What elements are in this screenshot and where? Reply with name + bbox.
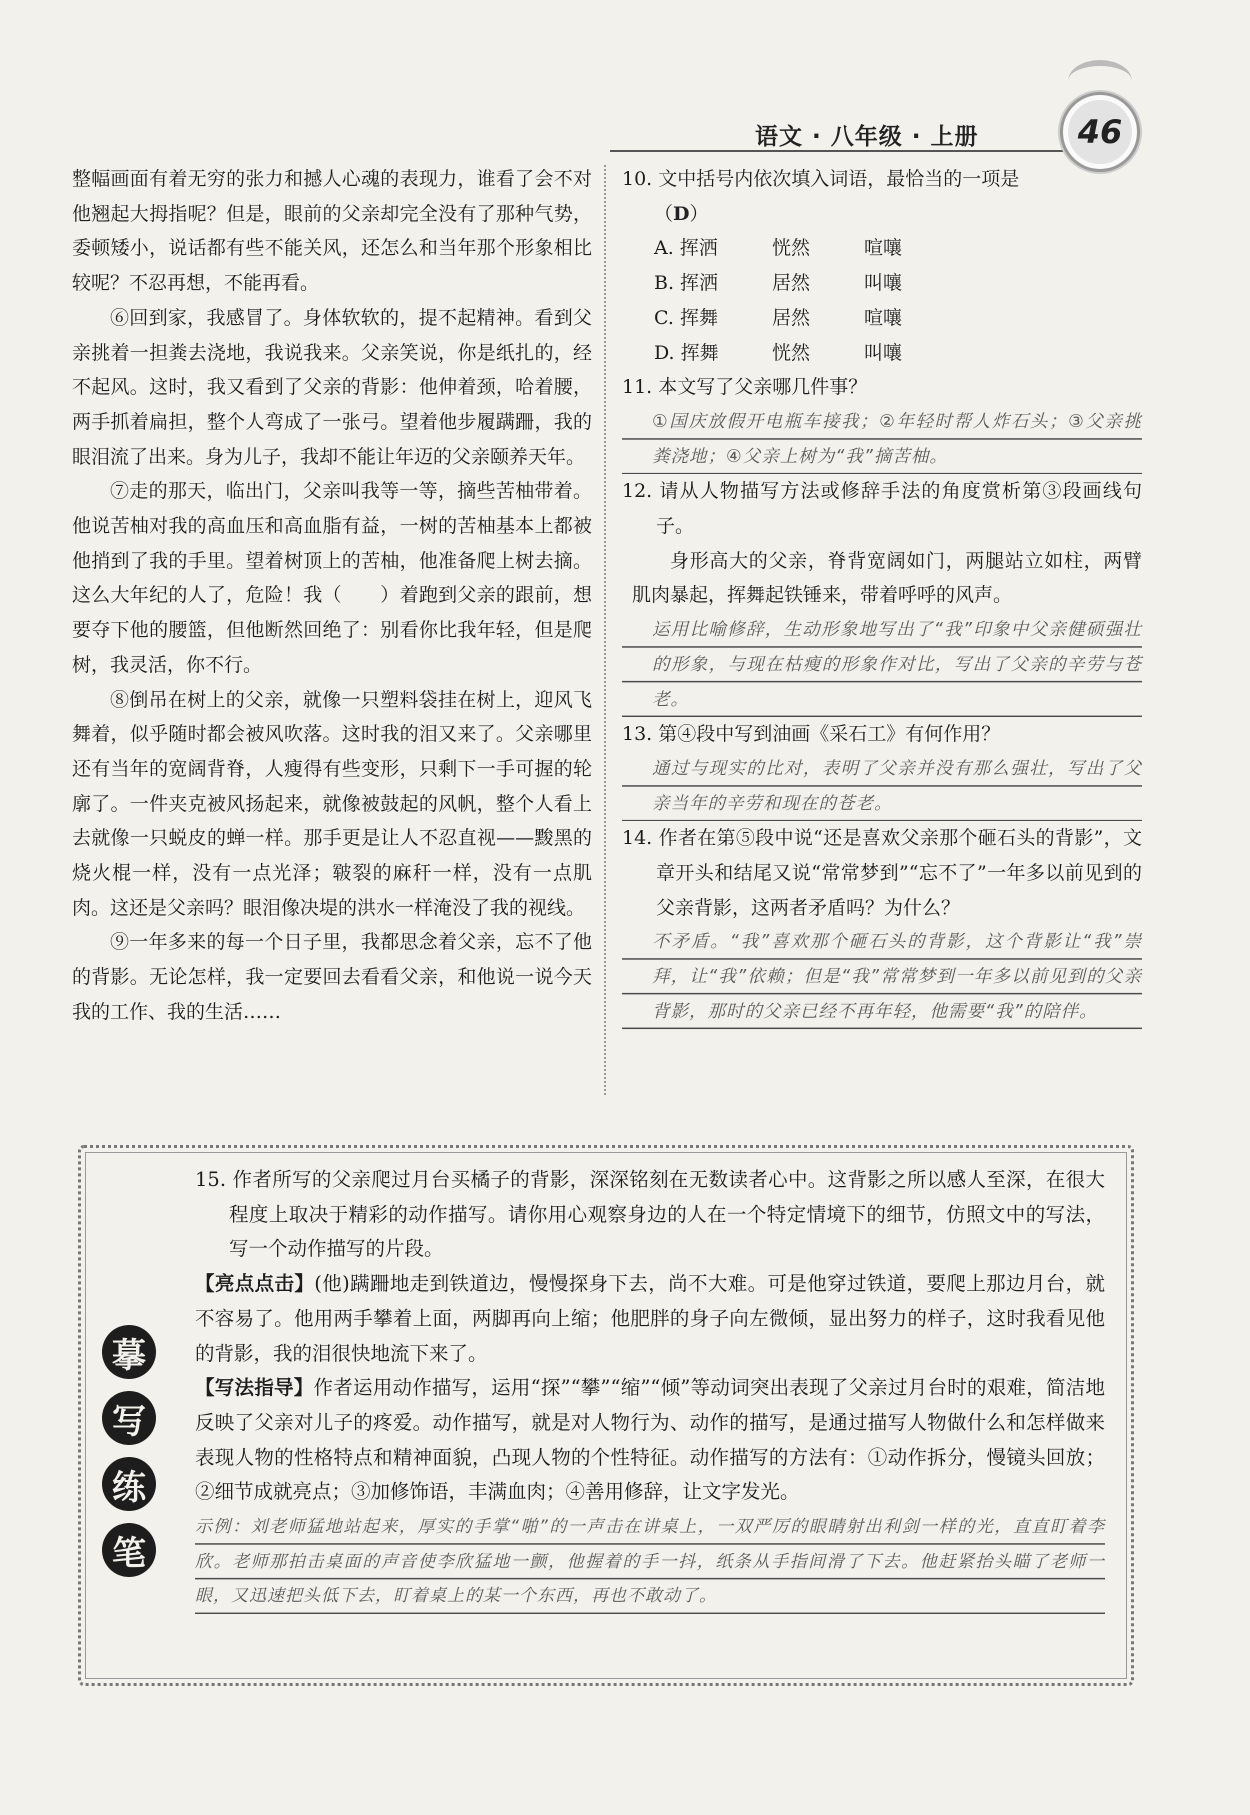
paragraph-8: ⑧倒吊在树上的父亲，就像一只塑料袋挂在树上，迎风飞舞着，似乎随时都会被风吹落。这时我的泪又来了。父亲哪里还有当年的宽阔背脊，人瘦得有些变形，只剩下一手可握的轮廓了。一件夹克被风扬起来，就像被鼓起的风帆，整个人看上去就像一只蜕皮的蝉一样。那手更是让人不忍直视——黢黑的烧火棍一样，没有一点光泽；皲裂的麻秆一样，没有一点肌肉。这还是父亲吗？眼泪像决堤的洪水一样淹没了我的视线。 [72,688,592,919]
question-10-answer [622,197,1142,232]
question-12-quote: 身形高大的父亲，脊背宽阔如门，两腿站立如柱，两臂肌肉暴起，挥舞起铁锤来，带着呼呼的风声。 [632,549,1142,607]
question-14-stem: 14. 作者在第⑤段中说“还是喜欢父亲那个砸石头的背影”，文章开头和结尾又说“常常梦到”“忘不了”一年多以前见到的父亲背影，这两者矛盾吗？为什么？ [622,827,1142,919]
writing-practice-seal [102,1325,164,1589]
column-divider [604,165,606,1095]
question-13-answer: 通过与现实的比对，表明了父亲并没有那么强壮，写出了父亲当年的辛劳和现在的苍老。 [622,752,1142,821]
guide-text: 作者运用动作描写，运用“探”“攀”“缩”“倾”等动词突出表现了父亲过月台时的艰难，简洁地反映了父亲对儿子的疼爱。动作描写，就是对人物行为、动作的描写，是通过描写人物做什么和怎样做来表现人物的性格特点和精神面貌，凸现人物的个性特征。动作描写的方法有：①动作拆分，慢镜头回放；②细节成就亮点；③加修饰语，丰满血肉；④善用修辞，让文字发光。 [195,1376,1105,1504]
paragraph-6: ⑥回到家，我感冒了。身体软软的，提不起精神。看到父亲挑着一担粪去浇地，我说我来。父亲笑说，你是纸扎的，经不起风。这时，我又看到了父亲的背影：他伸着颈，哈着腰，两手抓着扁担，整个人弯成了一张弓。望着他步履蹒跚，我的眼泪流了出来。身为儿子，我却不能让年迈的父亲颐养天年。 [72,306,592,468]
option-a: A. 挥洒 恍然 喧嚷 [654,237,903,260]
question-12-answer: 运用比喻修辞，生动形象地写出了“我”印象中父亲健硕强壮的形象，与现在枯瘦的形象作对比，写出了父亲的辛劳与苍老。 [622,613,1142,717]
right-column [622,162,1142,1030]
paragraph-7: ⑦走的那天，临出门，父亲叫我等一等，摘些苦柚带着。他说苦柚对我的高血压和高血脂有益，一树的苦柚基本上都被他捎到了我的手里。望着树顶上的苦柚，他准备爬上树去摘。这么大年纪的人了，危险！我（ ）着跑到父亲的跟前，想要夺下他的腰篮，但他断然回绝了：别看你比我年轻，但是爬树，我灵活，你不行。 [72,480,592,676]
seal-char-2: 写 [102,1391,156,1445]
option-d: D. 挥舞 恍然 叫嚷 [654,341,903,364]
answer-bracket-open: （ [654,202,674,225]
guide-section [195,1371,1105,1510]
option-c: C. 挥舞 居然 喧嚷 [654,306,903,329]
seal-char-4: 笔 [102,1523,156,1577]
practice-content [195,1163,1105,1614]
highlight-text: (他)蹒跚地走到铁道边，慢慢探身下去，尚不大难。可是他穿过铁道，要爬上那边月台，就不容易了。他用两手攀着上面，两脚再向上缩；他肥胖的身子向左微倾，显出努力的样子，这时我看见他的背影，我的泪很快地流下来了。 [195,1272,1105,1365]
highlight-tag: 【亮点点击】 [195,1272,315,1296]
left-column [72,162,592,1030]
question-15-stem: 15. 作者所写的父亲爬过月台买橘子的背影，深深铭刻在无数读者心中。这背影之所以感人至深，在很大程度上取决于精彩的动作描写。请你用心观察身边的人在一个特定情境下的细节，仿照文中的写法，写一个动作描写的片段。 [195,1168,1105,1261]
question-11-answer: ①国庆放假开电瓶车接我；②年轻时帮人炸石头；③父亲挑粪浇地；④父亲上树为“我”摘苦柚。 [622,405,1142,474]
question-12-stem: 12. 请从人物描写方法或修辞手法的角度赏析第③段画线句子。 [622,480,1142,538]
question-13-stem: 13. 第④段中写到油画《采石工》有何作用？ [622,723,1001,746]
header-rule [610,150,1065,152]
example-answer: 示例：刘老师猛地站起来，厚实的手掌“啪”的一声击在讲桌上，一双严厉的眼睛射出利剑一样的光，直直盯着李欣。老师那拍击桌面的声音使李欣猛地一颤，他握着的手一抖，纸条从手指间滑了下去。他赶紧抬头瞄了老师一眼，又迅速把头低下去，盯着桌上的某一个东西，再也不敢动了。 [195,1510,1105,1614]
highlight-section [195,1267,1105,1371]
question-14-answer: 不矛盾。“我”喜欢那个砸石头的背影，这个背影让“我”崇拜，让“我”依赖；但是“我”常常梦到一年多以前见到的父亲背影，那时的父亲已经不再年轻，他需要“我”的陪伴。 [622,925,1142,1029]
paragraph-continuation: 整幅画面有着无穷的张力和撼人心魂的表现力，谁看了会不对他翘起大拇指呢？但是，眼前的父亲却完全没有了那种气势，委顿矮小，说话都有些不能关风，还怎么和当年那个形象相比较呢？不忍再想，不能再看。 [72,168,592,295]
page-number-badge: 46 [1060,92,1140,172]
question-10-stem: 10. 文中括号内依次填入词语，最恰当的一项是 [622,168,1020,190]
seal-char-1: 摹 [102,1325,156,1379]
seal-char-3: 练 [102,1457,156,1511]
question-11-stem: 11. 本文写了父亲哪几件事？ [622,376,868,399]
paragraph-9: ⑨一年多来的每一个日子里，我都思念着父亲，忘不了他的背影。无论怎样，我一定要回去看看父亲，和他说一说今天我的工作、我的生活…… [72,931,592,1023]
header-title: 语文 · 八年级 · 上册 [755,124,979,150]
option-b: B. 挥洒 居然 叫嚷 [654,272,903,295]
answer-letter: D [673,202,690,225]
guide-tag: 【写法指导】 [195,1376,314,1400]
answer-bracket-close: ） [689,202,709,225]
